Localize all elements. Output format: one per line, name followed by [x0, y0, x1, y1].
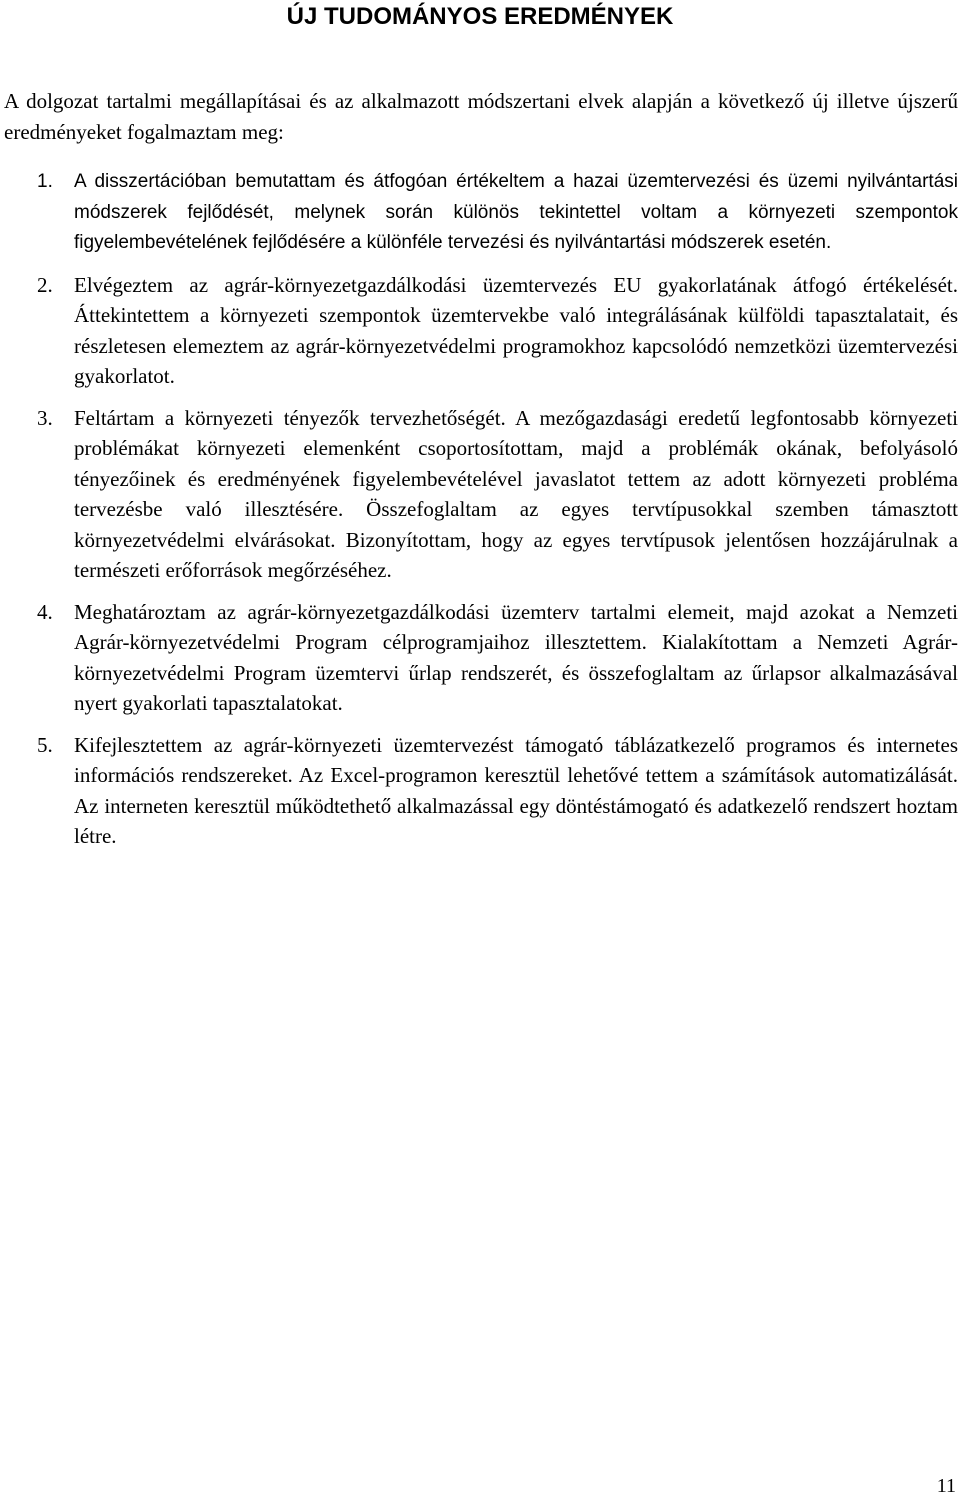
list-item: [0, 167, 958, 259]
item-number: 2.: [37, 272, 53, 297]
page-number: 11: [936, 1475, 956, 1497]
list-item: [0, 270, 958, 392]
list-item: [0, 403, 958, 586]
item-text: Kifejlesztettem az agrár-környezeti üzemtervezést támogató táblázatkezelő programos és internetes információs rendszereket. Az Excel-programon keresztül lehetővé tettem a számítások automatizálását. Az interneten keresztül működtethető alkalmazással egy döntéstámogató és adatkezelő rendszert hoztam létre.: [74, 732, 958, 848]
results-list: [0, 167, 960, 863]
item-text: Elvégeztem az agrár-környezetgazdálkodási üzemtervezés EU gyakorlatának átfogó értékelését. Áttekintettem a környezeti szempontok üzemtervekbe való integrálásának külföldi tapasztalatait, és részletesen elemeztem az agrár-környezetvédelmi programokhoz kapcsolódó nemzetközi üzemtervezési gyakorlatot.: [74, 272, 958, 388]
intro-paragraph: A dolgozat tartalmi megállapításai és az alkalmazott módszertani elvek alapján a következő új illetve újszerű eredményeket fogalmaztam meg:: [4, 89, 958, 144]
item-text: Meghatároztam az agrár-környezetgazdálkodási üzemterv tartalmi elemeit, majd azokat a Nemzeti Agrár-környezetvédelmi Program célprogramjaihoz illesztettem. Kialakítottam a Nemzeti Agrár-környezetvédelmi Program üzemtervi űrlap rendszerét, és összefoglaltam az űrlapsor alkalmazásával nyert gyakorlati tapasztalatokat.: [74, 599, 958, 715]
item-number: 5.: [37, 732, 53, 757]
item-number: 3.: [37, 405, 53, 430]
item-number: 4.: [37, 599, 53, 624]
item-number: 1.: [37, 171, 53, 192]
item-text: Feltártam a környezeti tényezők tervezhetőségét. A mezőgazdasági eredetű legfontosabb környezeti problémákat környezeti elemenként csoportosítottam, majd a problémák okának, befolyásoló tényezőinek és eredményének figyelembevételével javaslatot tettem az adott környezeti probléma tervezésbe való illesztésére. Összefoglaltam az egyes tervtípusokkal szemben támasztott környezetvédelmi elvárásokat. Bizonyítottam, hogy az egyes tervtípusok jelentősen hozzájárulnak a természeti erőforrások megőrzéséhez.: [74, 405, 958, 582]
item-text: A disszertációban bemutattam és átfogóan értékeltem a hazai üzemtervezési és üzemi nyilvántartási módszerek fejlődését, melynek során különös tekintettel voltam a környezeti szempontok figyelembevételének fejlődésére a különféle tervezési és nyilvántartási módszerek esetén.: [74, 171, 958, 253]
list-item: [0, 730, 958, 852]
list-item: [0, 597, 958, 719]
page-title: ÚJ TUDOMÁNYOS EREDMÉNYEK: [286, 3, 674, 30]
